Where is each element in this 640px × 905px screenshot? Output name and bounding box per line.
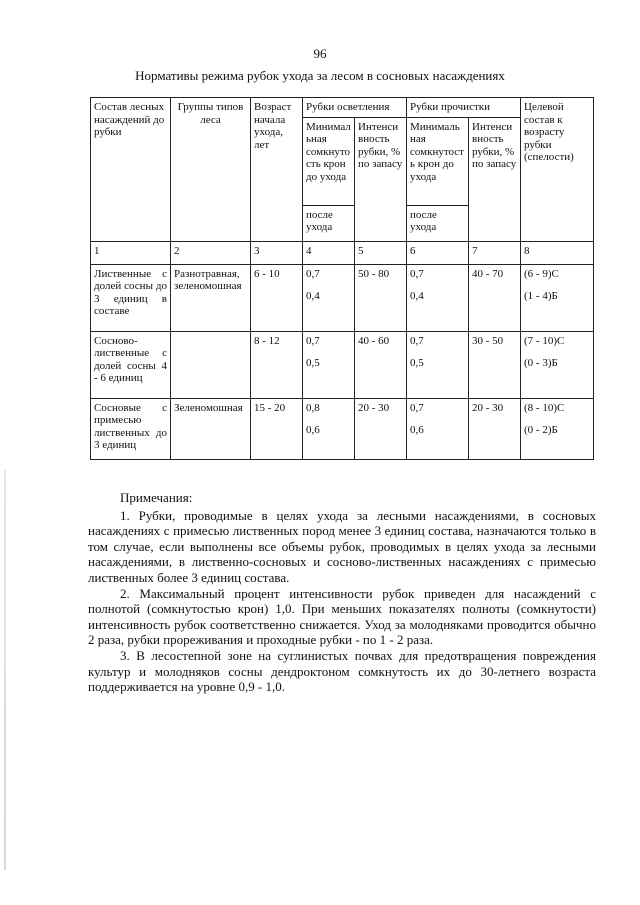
column-number: 2	[171, 241, 251, 264]
density-after-value: 0,5	[306, 357, 320, 369]
norms-table	[90, 97, 594, 460]
header-intensity-cleaning: Интенсивность рубки, % по запасу	[469, 117, 521, 241]
target-composition-cell	[521, 264, 594, 331]
target-pine-value: (7 - 10)С	[524, 334, 565, 347]
intensity-clearing-cell: 50 - 80	[355, 264, 407, 331]
composition-cell: Сосново-лиственные с долей сосны 4 - 6 единиц	[91, 331, 171, 398]
density-before-value: 0,7	[306, 334, 320, 347]
intensity-cleaning-cell: 20 - 30	[469, 398, 521, 459]
age-cell: 8 - 12	[251, 331, 303, 398]
density-after-value: 0,6	[306, 424, 320, 436]
density-cleaning-cell	[407, 398, 469, 459]
target-birch-value: (0 - 2)Б	[524, 424, 558, 436]
intensity-clearing-cell: 40 - 60	[355, 331, 407, 398]
intensity-cleaning-cell: 40 - 70	[469, 264, 521, 331]
table-row	[91, 264, 594, 331]
column-number: 4	[303, 241, 355, 264]
header-composition: Состав лесных насаждений до рубки	[91, 98, 171, 242]
target-birch-value: (1 - 4)Б	[524, 290, 558, 302]
header-clearing-cuts: Рубки осветления	[303, 98, 407, 118]
intensity-clearing-cell: 20 - 30	[355, 398, 407, 459]
header-cleaning-cuts: Рубки прочистки	[407, 98, 521, 118]
column-number: 6	[407, 241, 469, 264]
age-cell: 6 - 10	[251, 264, 303, 331]
note-paragraph: 3. В лесостепной зоне на суглинистых почвах для предотвращения повреждения культур и молодняков сосны дендроктоном сомкнутость их до 30-летнего возраста поддерживается на уровне 0,9 - 1,0.	[88, 647, 596, 695]
notes-section	[88, 490, 596, 695]
forest-type-cell: Разнотравная, зеленомошная	[171, 264, 251, 331]
table-row	[91, 331, 594, 398]
header-min-density-cleaning: Минимальная сомкнутость крон до ухода	[407, 117, 469, 205]
density-clearing-cell	[303, 331, 355, 398]
intensity-cleaning-cell: 30 - 50	[469, 331, 521, 398]
target-pine-value: (6 - 9)С	[524, 267, 559, 280]
page-title: Нормативы режима рубок ухода за лесом в сосновых насаждениях	[135, 68, 505, 83]
column-number: 1	[91, 241, 171, 264]
header-forest-types: Группы типов леса	[171, 98, 251, 242]
target-birch-value: (0 - 3)Б	[524, 357, 558, 369]
header-target-composition: Целевой состав к возрасту рубки (спелости)	[521, 98, 594, 242]
density-clearing-cell	[303, 398, 355, 459]
note-paragraph: 2. Максимальный процент интенсивности рубок приведен для насаждений с полнотой (сомкнутостью крон) 1,0. При меньших показателях полноты (сомкнутости) интенсивность рубок соответственно снижается. Уход за молодняками проводится обычно 2 раза, рубки прореживания и проходные рубки - по 1 - 2 раза.	[88, 585, 596, 648]
forest-type-cell: Зеленомошная	[171, 398, 251, 459]
target-composition-cell	[521, 398, 594, 459]
column-number-row	[91, 241, 594, 264]
density-before-value: 0,7	[410, 334, 424, 347]
column-number: 5	[355, 241, 407, 264]
composition-cell: Лиственные с долей сосны до 3 единиц в составе	[91, 264, 171, 331]
column-number: 7	[469, 241, 521, 264]
density-before-value: 0,7	[306, 267, 320, 280]
density-before-value: 0,7	[410, 401, 424, 414]
notes-heading: Примечания:	[120, 490, 193, 505]
density-cleaning-cell	[407, 264, 469, 331]
density-cleaning-cell	[407, 331, 469, 398]
header-start-age: Возраст начала ухода, лет	[251, 98, 303, 242]
scan-edge-shadow	[4, 470, 6, 870]
note-paragraph: 1. Рубки, проводимые в целях ухода за лесными насаждениями, в сосновых насаждениях с примесью лиственных пород менее 3 единиц состава, назначаются только в том случае, если выполнены все объемы рубок, проводимых в целях ухода за лесными насаждениями, в лиственно-сосновых и сосново-лиственных насаждениях с примесью лиственных более 3 единиц состава.	[88, 507, 596, 585]
density-clearing-cell	[303, 264, 355, 331]
header-min-density-clearing: Минимальная сомкнутость крон до ухода	[303, 117, 355, 205]
target-pine-value: (8 - 10)С	[524, 401, 565, 414]
table-header-row	[91, 98, 594, 118]
density-before-value: 0,8	[306, 401, 320, 414]
header-after-care-clearing: после ухода	[303, 205, 355, 241]
density-after-value: 0,6	[410, 424, 424, 436]
density-before-value: 0,7	[410, 267, 424, 280]
target-composition-cell	[521, 331, 594, 398]
header-after-care-cleaning: после ухода	[407, 205, 469, 241]
density-after-value: 0,4	[410, 290, 424, 302]
density-after-value: 0,4	[306, 290, 320, 302]
composition-cell: Сосновые с примесью лиственных до 3 единиц	[91, 398, 171, 459]
page-number: 96	[313, 46, 327, 61]
column-number: 3	[251, 241, 303, 264]
density-after-value: 0,5	[410, 357, 424, 369]
forest-type-cell	[171, 331, 251, 398]
column-number: 8	[521, 241, 594, 264]
table-row	[91, 398, 594, 459]
header-intensity-clearing: Интенсивность рубки, % по запасу	[355, 117, 407, 241]
age-cell: 15 - 20	[251, 398, 303, 459]
